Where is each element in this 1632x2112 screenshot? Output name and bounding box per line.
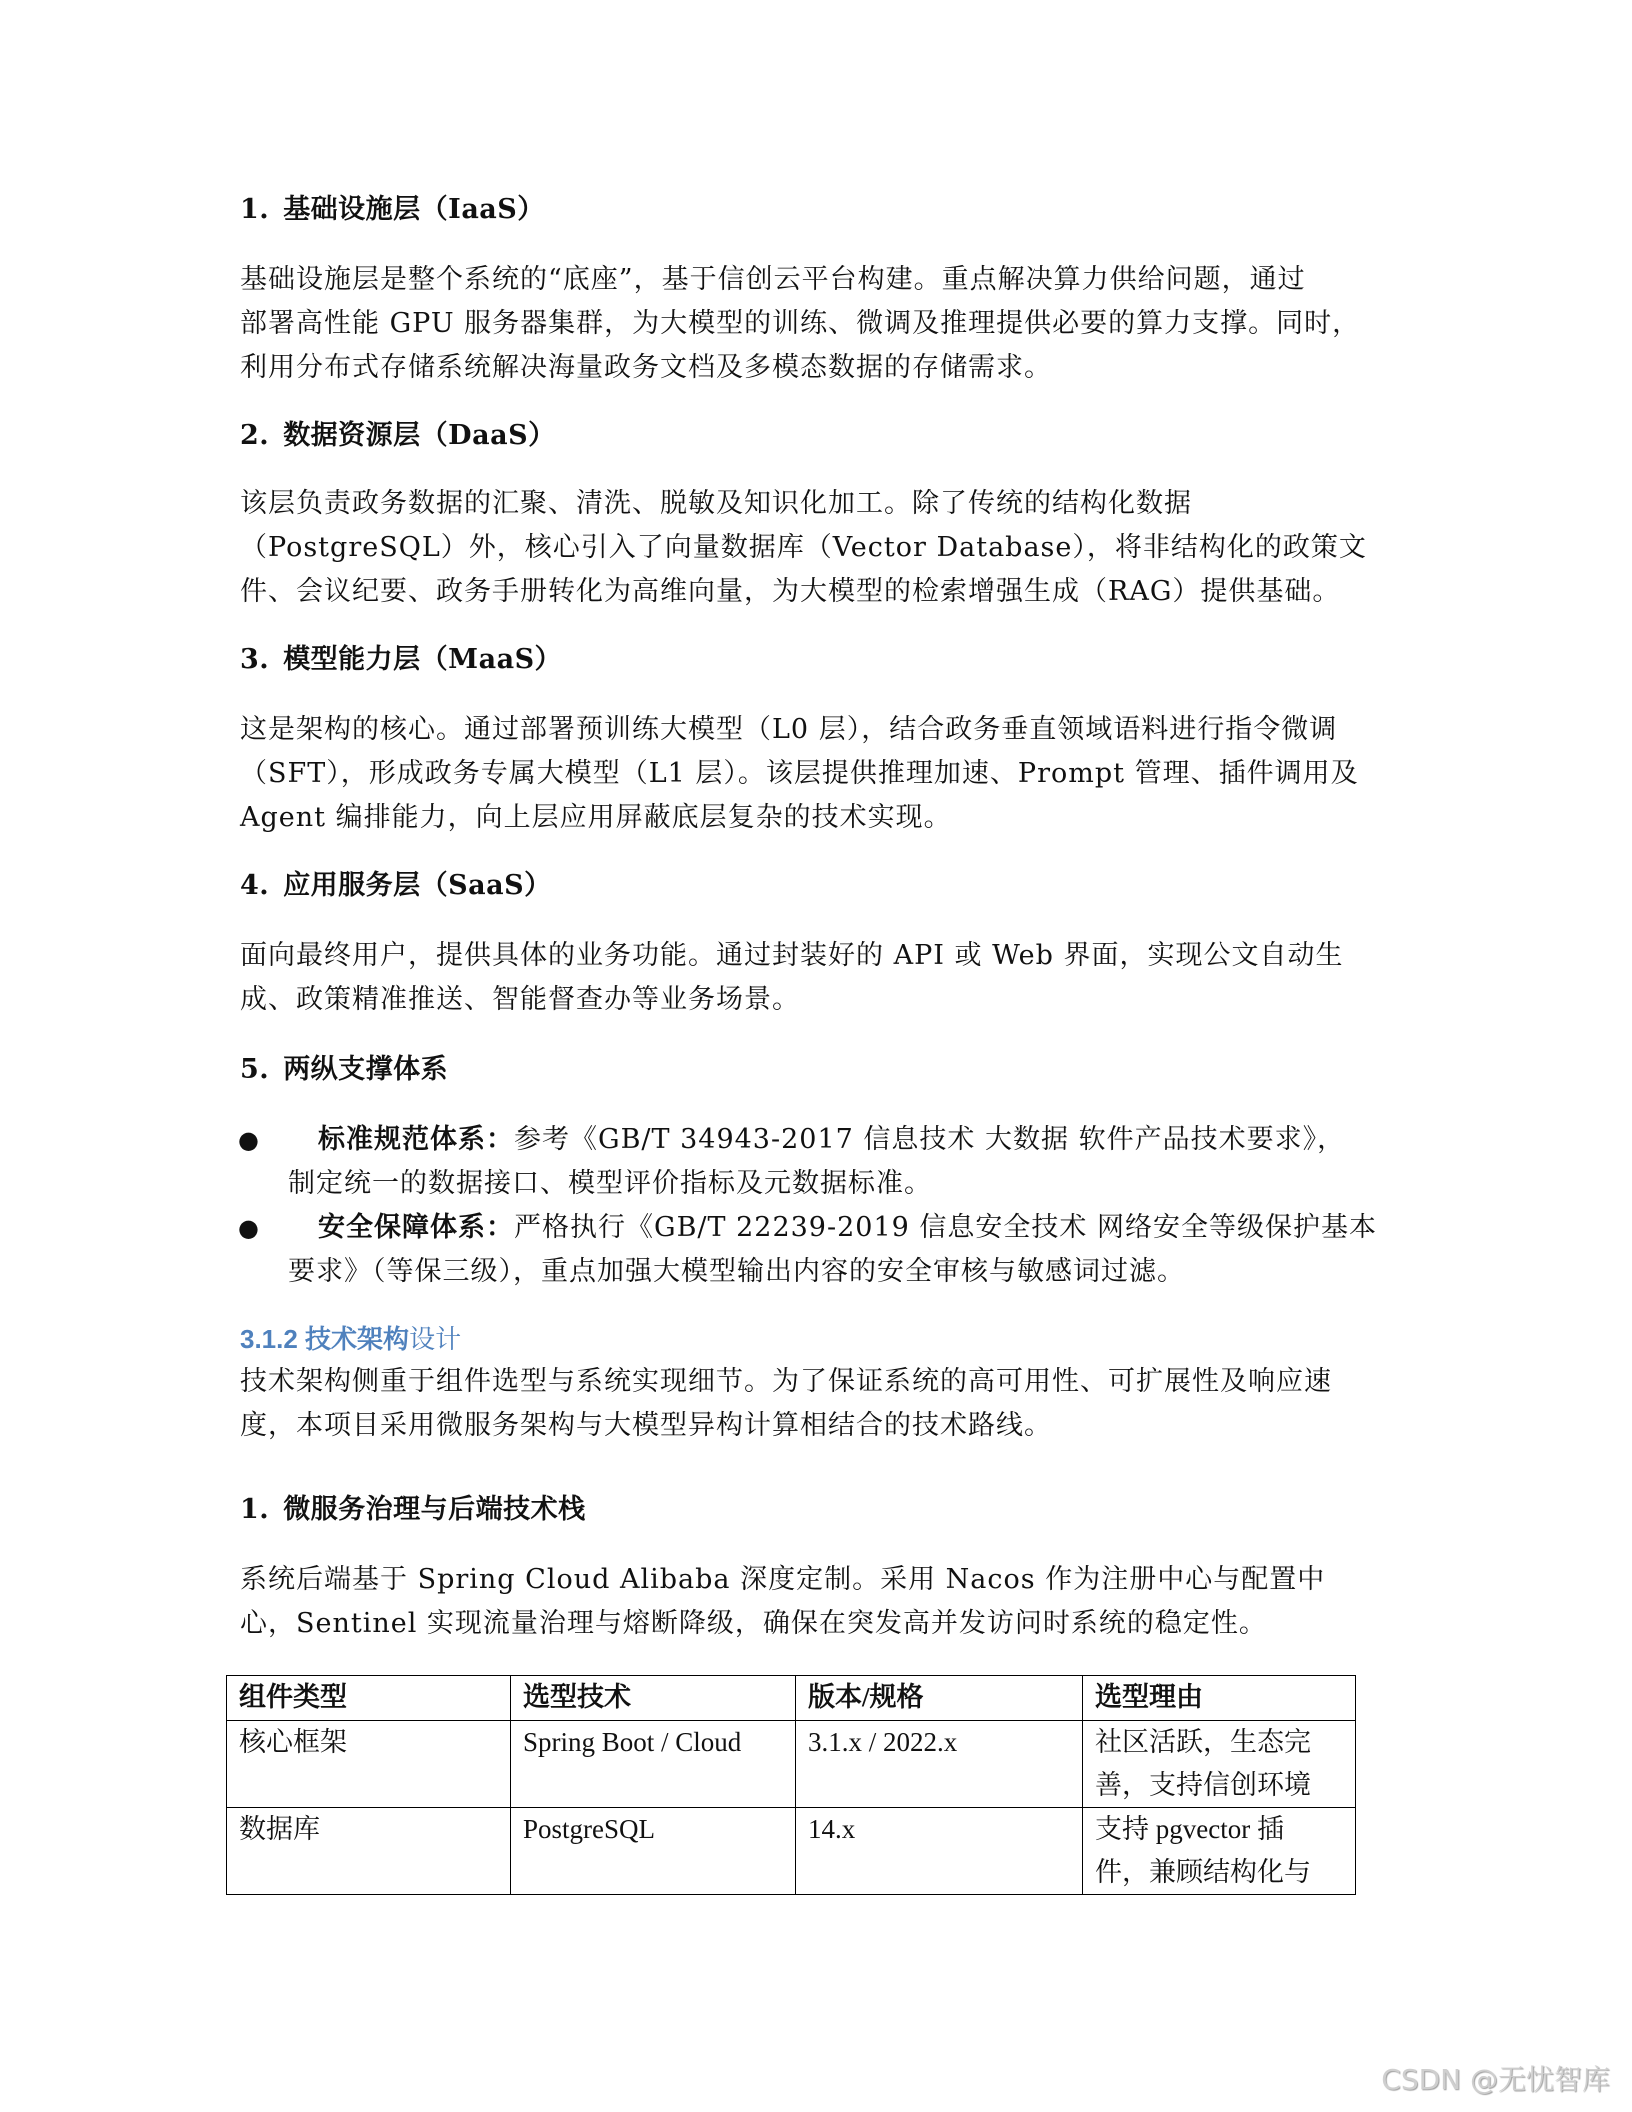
paragraph-tech-arch-intro: 技术架构侧重于组件选型与系统实现细节。为了保证系统的高可用性、可扩展性及响应速 度，本项目采用微服务架构与大模型异构计算相结合的技术路线。 (240, 1366, 1332, 1441)
heading-saas: 4. 应用服务层（SaaS） (240, 870, 552, 901)
cell-reason: 社区活跃，生态完 善，支持信创环境 (1083, 1721, 1356, 1808)
table-row (227, 1808, 1356, 1895)
section-heading-3-1-2: 3.1.2 技术架构设计 (240, 1324, 462, 1354)
header-version: 版本/规格 (796, 1676, 1083, 1721)
support-bullet-list (240, 1118, 1400, 1294)
heading-microservice: 1. 微服务治理与后端技术栈 (240, 1494, 586, 1525)
header-reason: 选型理由 (1083, 1676, 1356, 1721)
cell-tech: PostgreSQL (511, 1808, 796, 1895)
bullet-standards: ● 标准规范体系：参考《GB/T 34943-2017 信息技术 大数据 软件产品技术要求》， 制定统一的数据接口、模型评价指标及元数据标准。 (240, 1118, 1400, 1206)
csdn-watermark: CSDN @无忧智库 (1381, 2063, 1610, 2096)
heading-maas: 3. 模型能力层（MaaS） (240, 644, 563, 675)
table-header-row (227, 1676, 1356, 1721)
cell-reason: 支持 pgvector 插 件，兼顾结构化与 (1083, 1808, 1356, 1895)
cell-type: 数据库 (227, 1808, 511, 1895)
header-technology: 选型技术 (511, 1676, 796, 1721)
component-selection-table (226, 1675, 1356, 1895)
heading-support-systems: 5. 两纵支撑体系 (240, 1054, 449, 1085)
cell-version: 14.x (796, 1808, 1083, 1895)
cell-version: 3.1.x / 2022.x (796, 1721, 1083, 1808)
bullet-security: ● 安全保障体系：严格执行《GB/T 22239-2019 信息安全技术 网络安全等级保护基本 要求》（等保三级），重点加强大模型输出内容的安全审核与敏感词过滤。 (240, 1206, 1400, 1294)
bullet-dot-icon: ● (238, 1126, 260, 1154)
heading-iaas: 1. 基础设施层（IaaS） (240, 194, 545, 225)
paragraph-saas: 面向最终用户，提供具体的业务功能。通过封装好的 API 或 Web 界面，实现公文自动生 成、政策精准推送、智能督查办等业务场景。 (240, 940, 1344, 1015)
cell-tech: Spring Boot / Cloud (511, 1721, 796, 1808)
paragraph-daas: 该层负责政务数据的汇聚、清洗、脱敏及知识化加工。除了传统的结构化数据 （PostgreSQL）外，核心引入了向量数据库（Vector Database），将非结构化的政策文 件、会议纪要、政务手册转化为高维向量，为大模型的检索增强生成（RAG）提供基础。 (240, 488, 1367, 607)
table-row (227, 1721, 1356, 1808)
heading-daas: 2. 数据资源层（DaaS） (240, 420, 556, 451)
header-component-type: 组件类型 (227, 1676, 511, 1721)
cell-type: 核心框架 (227, 1721, 511, 1808)
paragraph-iaas: 基础设施层是整个系统的“底座”，基于信创云平台构建。重点解决算力供给问题，通过 部署高性能 GPU 服务器集群，为大模型的训练、微调及推理提供必要的算力支撑。同时， 利用分布式存储系统解决海量政务文档及多模态数据的存储需求。 (240, 264, 1361, 383)
paragraph-microservice: 系统后端基于 Spring Cloud Alibaba 深度定制。采用 Nacos 作为注册中心与配置中 心，Sentinel 实现流量治理与熔断降级，确保在突发高并发访问时系统的稳定性。 (240, 1564, 1326, 1639)
paragraph-maas: 这是架构的核心。通过部署预训练大模型（L0 层），结合政务垂直领域语料进行指令微调 （SFT），形成政务专属大模型（L1 层）。该层提供推理加速、Prompt 管理、插件调用及 Agent 编排能力，向上层应用屏蔽底层复杂的技术实现。 (240, 714, 1359, 833)
bullet-dot-icon: ● (238, 1214, 260, 1242)
